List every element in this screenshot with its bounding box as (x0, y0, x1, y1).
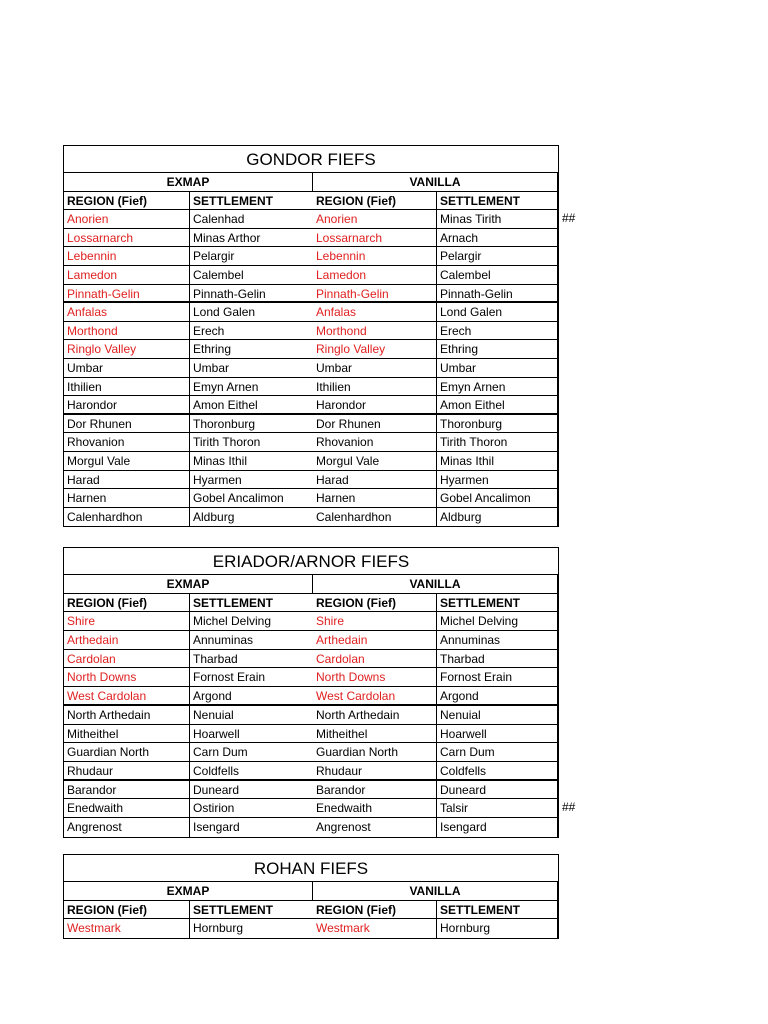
exmap-region-cell: Ringlo Valley (64, 340, 190, 359)
exmap-settlement-cell: Minas Arthor (190, 229, 313, 248)
exmap-settlement-cell: Calembel (190, 266, 313, 285)
exmap-region-cell: Westmark (64, 919, 190, 938)
row-note-mark: ## (562, 800, 576, 815)
vanilla-region-cell: Dor Rhunen (313, 415, 437, 434)
exmap-region-cell: Rhovanion (64, 433, 190, 452)
vanilla-region-cell: Enedwaith (313, 799, 437, 818)
exmap-settlement-cell: Carn Dum (190, 743, 313, 762)
exmap-settlement-cell: Hyarmen (190, 471, 313, 490)
vanilla-region-cell: Rhovanion (313, 433, 437, 452)
exmap-settlement-cell: Tirith Thoron (190, 433, 313, 452)
exmap-region-cell: Lamedon (64, 266, 190, 285)
vanilla-header: VANILLA (313, 575, 558, 594)
exmap-settlement-cell: Annuminas (190, 631, 313, 650)
exmap-region-cell: West Cardolan (64, 687, 190, 706)
exmap-settlement-cell: Hornburg (193, 921, 244, 936)
exmap-region-cell: North Arthedain (64, 706, 190, 725)
exmap-settlement-cell: Tharbad (190, 650, 313, 669)
exmap-settlement-cell: Hoarwell (190, 725, 313, 744)
vanilla-region-cell: Angrenost (313, 818, 437, 837)
vanilla-settlement-cell: Amon Eithel (437, 396, 558, 415)
exmap-settlement-cell: Pelargir (190, 247, 313, 266)
vanilla-settlement-cell: Carn Dum (437, 743, 558, 762)
vanilla-settlement-cell: Tharbad (437, 650, 558, 669)
exmap-region-cell: Harondor (64, 396, 190, 415)
exmap-settlement-cell: Isengard (193, 819, 240, 834)
vanilla-region-cell: Shire (313, 612, 437, 631)
vanilla-region-cell: Barandor (313, 781, 437, 800)
vanilla-settlement-cell: Thoronburg (437, 415, 558, 434)
vanilla-region-cell: Ringlo Valley (313, 340, 437, 359)
vanilla-settlement-cell: Annuminas (437, 631, 558, 650)
vanilla-settlement-cell: Hoarwell (437, 725, 558, 744)
vanilla-settlement-cell: Calembel (437, 266, 558, 285)
vanilla-settlement-cell: Pelargir (437, 247, 558, 266)
exmap-region-cell: Pinnath-Gelin (64, 285, 190, 304)
vanilla-region-cell: Morgul Vale (313, 452, 437, 471)
exmap-region-cell: Angrenost (64, 818, 190, 837)
vanilla-region-cell: Pinnath-Gelin (313, 285, 437, 304)
vanilla-region-cell: Guardian North (313, 743, 437, 762)
fief-table (63, 854, 559, 939)
exmap-settlement-cell: Ethring (190, 340, 313, 359)
vanilla-region-cell: Morthond (313, 322, 437, 341)
vanilla-settlement-cell: Hornburg (437, 919, 558, 938)
exmap-region-cell: Arthedain (64, 631, 190, 650)
vanilla-settlement-cell: Lond Galen (437, 303, 558, 322)
vanilla-region-cell: Rhudaur (313, 762, 437, 781)
vanilla-region-cell: Harad (313, 471, 437, 490)
vanilla-region-cell: Mitheithel (313, 725, 437, 744)
column-header-settlement: SETTLEMENT (190, 901, 313, 920)
exmap-region-cell: Mitheithel (64, 725, 190, 744)
exmap-header: EXMAP (64, 575, 313, 594)
exmap-region-cell: North Downs (64, 668, 190, 687)
vanilla-settlement-cell: Pinnath-Gelin (437, 285, 558, 304)
exmap-region-cell: Ithilien (64, 378, 190, 397)
vanilla-settlement-cell: Coldfells (437, 762, 558, 781)
exmap-header: EXMAP (64, 173, 313, 192)
column-header-region: REGION (Fief) (313, 901, 437, 920)
vanilla-region-cell: West Cardolan (313, 687, 437, 706)
vanilla-region-cell: Anfalas (313, 303, 437, 322)
vanilla-region-cell: Cardolan (313, 650, 437, 669)
vanilla-settlement-cell: Hyarmen (437, 471, 558, 490)
vanilla-region-cell: Arthedain (313, 631, 437, 650)
exmap-region-cell: Calenhardhon (64, 508, 190, 527)
exmap-region-cell: Harnen (64, 489, 190, 508)
vanilla-settlement-cell: Minas Ithil (437, 452, 558, 471)
exmap-settlement-cell: Nenuial (190, 706, 313, 725)
vanilla-region-cell: North Arthedain (313, 706, 437, 725)
vanilla-region-cell: Ithilien (313, 378, 437, 397)
exmap-settlement-cell: Thoronburg (190, 415, 313, 434)
vanilla-settlement-cell: Argond (437, 687, 558, 706)
column-header-settlement: SETTLEMENT (437, 192, 558, 211)
exmap-region-cell: Lebennin (64, 247, 190, 266)
exmap-region-cell: Harad (64, 471, 190, 490)
vanilla-region-cell: Westmark (313, 919, 437, 938)
fief-table (63, 145, 559, 527)
exmap-region-cell: Anfalas (64, 303, 190, 322)
vanilla-header: VANILLA (313, 882, 558, 901)
exmap-region-cell: Barandor (64, 781, 190, 800)
vanilla-settlement-cell: Umbar (437, 359, 558, 378)
table-title: ERIADOR/ARNOR FIEFS (64, 548, 558, 575)
vanilla-region-cell: Harnen (313, 489, 437, 508)
table-grid (64, 575, 558, 837)
exmap-region-cell: Rhudaur (64, 762, 190, 781)
vanilla-region-cell: Harondor (313, 396, 437, 415)
column-header-settlement: SETTLEMENT (190, 594, 313, 613)
vanilla-settlement-cell: Arnach (437, 229, 558, 248)
exmap-settlement-cell: Duneard (190, 781, 313, 800)
table-title: ROHAN FIEFS (64, 855, 558, 882)
exmap-settlement-cell: Gobel Ancalimon (190, 489, 313, 508)
exmap-region-cell: Guardian North (64, 743, 190, 762)
exmap-region-cell: Lossarnarch (64, 229, 190, 248)
exmap-settlement-cell: Ostirion (190, 799, 313, 818)
vanilla-settlement-cell: Erech (437, 322, 558, 341)
vanilla-settlement-cell: Talsir (437, 799, 558, 818)
exmap-settlement-cell: Amon Eithel (190, 396, 313, 415)
exmap-header: EXMAP (64, 882, 313, 901)
exmap-region-cell: Shire (64, 612, 190, 631)
vanilla-settlement-cell: Gobel Ancalimon (437, 489, 558, 508)
table-grid (64, 173, 558, 526)
vanilla-region-cell: North Downs (313, 668, 437, 687)
exmap-settlement-cell: Umbar (190, 359, 313, 378)
exmap-settlement-cell: Pinnath-Gelin (190, 285, 313, 304)
table-grid (64, 882, 558, 938)
vanilla-settlement-cell: Nenuial (437, 706, 558, 725)
vanilla-settlement-cell: Ethring (437, 340, 558, 359)
vanilla-settlement-cell: Michel Delving (437, 612, 558, 631)
column-header-settlement: SETTLEMENT (190, 192, 313, 211)
vanilla-header: VANILLA (313, 173, 558, 192)
column-header-region: REGION (Fief) (64, 901, 190, 920)
exmap-settlement-cell: Minas Ithil (190, 452, 313, 471)
vanilla-settlement-cell: Emyn Arnen (437, 378, 558, 397)
vanilla-region-cell: Umbar (313, 359, 437, 378)
fief-table (63, 547, 559, 838)
exmap-settlement-cell: Aldburg (193, 509, 235, 524)
exmap-region-cell: Anorien (64, 210, 190, 229)
column-header-settlement: SETTLEMENT (437, 594, 558, 613)
column-header-region: REGION (Fief) (64, 192, 190, 211)
row-note-mark: ## (562, 211, 576, 226)
exmap-region-cell: Morthond (64, 322, 190, 341)
vanilla-settlement-cell: Duneard (437, 781, 558, 800)
column-header-settlement: SETTLEMENT (437, 901, 558, 920)
vanilla-region-cell: Calenhardhon (313, 508, 437, 527)
exmap-region-cell: Enedwaith (64, 799, 190, 818)
vanilla-settlement-cell: Aldburg (437, 508, 558, 527)
exmap-settlement-cell: Erech (190, 322, 313, 341)
vanilla-settlement-cell: Fornost Erain (437, 668, 558, 687)
exmap-settlement-cell: Calenhad (190, 210, 313, 229)
exmap-settlement-cell: Emyn Arnen (190, 378, 313, 397)
vanilla-region-cell: Lossarnarch (313, 229, 437, 248)
vanilla-settlement-cell: Isengard (437, 818, 558, 837)
vanilla-region-cell: Lebennin (313, 247, 437, 266)
column-header-region: REGION (Fief) (313, 594, 437, 613)
column-header-region: REGION (Fief) (64, 594, 190, 613)
exmap-region-cell: Umbar (64, 359, 190, 378)
exmap-region-cell: Morgul Vale (64, 452, 190, 471)
exmap-settlement-cell: Michel Delving (190, 612, 313, 631)
vanilla-settlement-cell: Minas Tirith (437, 210, 558, 229)
exmap-settlement-cell: Fornost Erain (190, 668, 313, 687)
exmap-region-cell: Dor Rhunen (64, 415, 190, 434)
vanilla-region-cell: Anorien (313, 210, 437, 229)
exmap-settlement-cell: Coldfells (190, 762, 313, 781)
table-title: GONDOR FIEFS (64, 146, 558, 173)
vanilla-settlement-cell: Tirith Thoron (437, 433, 558, 452)
exmap-settlement-cell: Lond Galen (190, 303, 313, 322)
exmap-region-cell: Cardolan (64, 650, 190, 669)
column-header-region: REGION (Fief) (313, 192, 437, 211)
vanilla-region-cell: Lamedon (313, 266, 437, 285)
exmap-settlement-cell: Argond (190, 687, 313, 706)
